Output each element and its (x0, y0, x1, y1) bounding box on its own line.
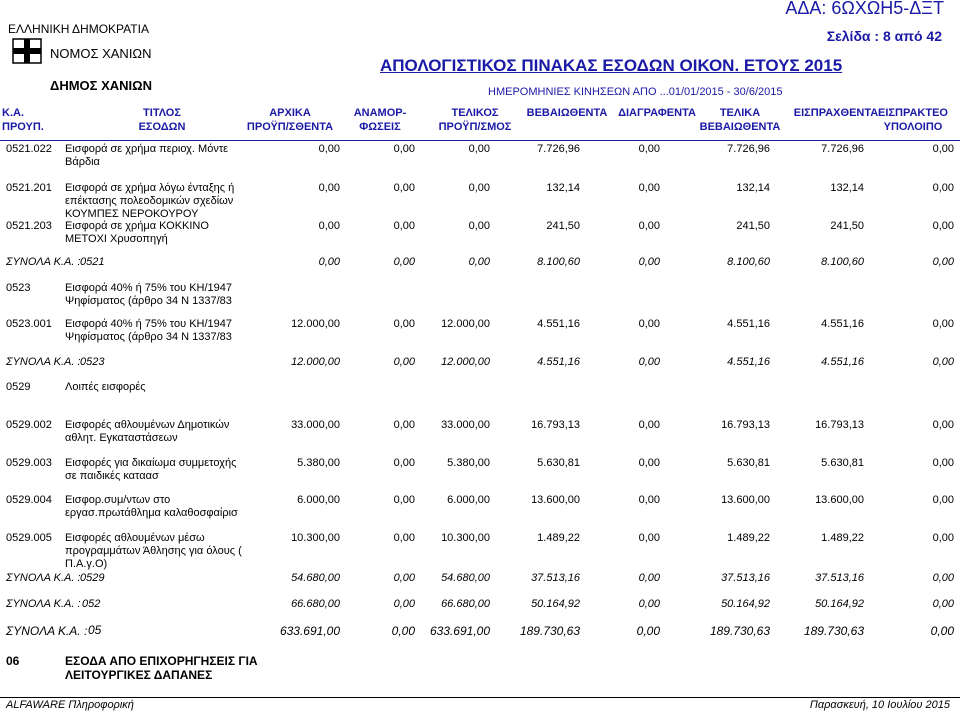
footer-date: Παρασκευή, 10 Ιουλίου 2015 (809, 699, 950, 711)
period-label: ΗΜΕΡΟΜΗΝΙΕΣ ΚΙΝΗΣΕΩΝ ΑΠΟ ...01/01/2015 - 30/6/2015 (488, 86, 783, 98)
prefecture-label: ΝΟΜΟΣ ΧΑΝΙΩΝ (50, 46, 152, 61)
col-receivable: ΕΙΣΠΡΑΚΤΕΟ ΥΠΟΛΟΙΠΟ (878, 107, 948, 133)
ada-code: ΑΔΑ: 6ΩΧΩΗ5-ΔΞΤ (785, 0, 944, 18)
col-final-certified: ΤΕΛΙΚΑ ΒΕΒΑΙΩΘΕΝΤΑ (699, 107, 781, 133)
page-indicator: Σελίδα : 8 από 42 (826, 28, 942, 44)
page-footer (0, 697, 960, 714)
column-header-row (0, 100, 960, 141)
greek-emblem-icon (12, 38, 42, 64)
col-initial: ΑΡΧΙΚΑ ΠΡΟΫΠ/ΣΘΕΝΤΑ (246, 107, 334, 133)
col-final-budget: ΤΕΛΙΚΟΣ ΠΡΟΫΠ/ΣΜΟΣ (438, 107, 512, 133)
col-code: Κ.Α. ΠΡΟΥΠ. (2, 107, 44, 133)
republic-label: ΕΛΛΗΝΙΚΗ ΔΗΜΟΚΡΑΤΙΑ (8, 22, 149, 36)
municipality-label: ΔΗΜΟΣ ΧΑΝΙΩΝ (50, 78, 152, 93)
col-collected: ΕΙΣΠΡΑΧΘΕΝΤΑ (793, 107, 879, 119)
report-title: ΑΠΟΛΟΓΙΣΤΙΚΟΣ ΠΙΝΑΚΑΣ ΕΣΟΔΩΝ ΟΙΚΟΝ. ΕΤΟΥΣ 2015 (380, 56, 843, 75)
col-deleted: ΔΙΑΓΡΑΦΕΝΤΑ (618, 107, 696, 119)
footer-vendor: ALFAWARE Πληροφορική (6, 699, 134, 711)
col-certified: ΒΕΒΑΙΩΘΕΝΤΑ (526, 107, 608, 119)
col-adjustments: ΑΝΑΜΟΡ- ΦΩΣΕΙΣ (353, 107, 407, 133)
col-title: ΤΙΤΛΟΣ ΕΣΟΔΩΝ (138, 107, 186, 133)
